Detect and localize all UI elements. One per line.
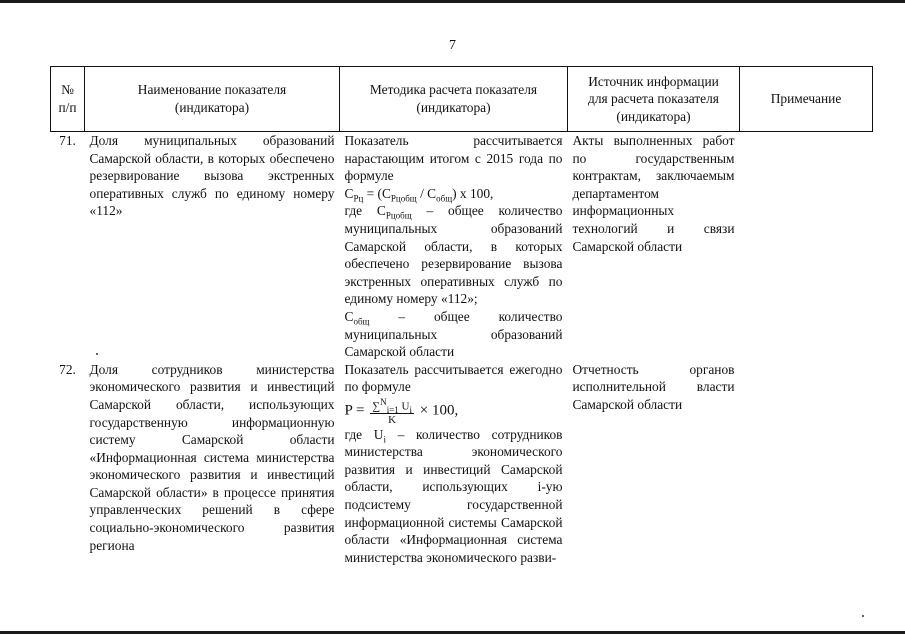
header-name-line-1: Наименование показателя bbox=[137, 82, 287, 98]
indicator-name: Доля муниципальных образований Самарской области, в которых обеспечено резервирование вызова экстренных оперативных служб по единому номеру «112» bbox=[89, 133, 335, 219]
header-note: Примечание bbox=[740, 67, 873, 132]
note-cell bbox=[740, 361, 873, 567]
row-number: 71. bbox=[59, 133, 76, 148]
header-num-line-2: п/п bbox=[58, 100, 77, 115]
top-border-line bbox=[0, 0, 905, 3]
method-definition: где $U_i$ – количество сотрудников министерства экономического развития и инвестиций Самарской области, использующих i-ую подсистему государственной информационной системы Самарской области «Информационная система министерства экономического разви- bbox=[344, 426, 563, 565]
header-name bbox=[85, 67, 340, 132]
row-number: 72. bbox=[59, 361, 76, 377]
method-formula: P = $\frac{\sum^N_{i=1} U_i}{K}$ × 100, bbox=[344, 396, 459, 426]
header-num bbox=[51, 67, 85, 132]
table-row bbox=[51, 132, 873, 361]
method-intro: Показатель рассчитывается ежегодно по формуле bbox=[344, 361, 563, 395]
page-number: 7 bbox=[449, 38, 456, 53]
indicators-table bbox=[50, 66, 873, 566]
indicator-name: Доля сотрудников министерства экономического развития и инвестиций Самарской области, использующих государственную информационную систему Самарской области «Информационная система министерства экономического развития и инвестиций Самарской области» в процессе принятия управленческих решений в сфере социально-экономического развития региона bbox=[89, 361, 335, 553]
header-name-line-2: (индикатора) bbox=[174, 100, 250, 115]
information-source: Акты выполненных работ по государственным контрактам, заключаемым департаментом информационных технологий и связи Самарской области bbox=[572, 133, 735, 254]
header-source-line-1: Источник информации bbox=[588, 73, 719, 89]
header-source-line-3: (индикатора) bbox=[616, 108, 691, 124]
header-source bbox=[568, 67, 740, 132]
method-formula: $С_{Рц} = (С_{Рцобщ} / С_{общ})$ х 100, bbox=[344, 185, 494, 204]
bottom-border-line bbox=[0, 631, 905, 634]
calculation-method bbox=[340, 361, 568, 567]
table-header-row bbox=[51, 67, 873, 132]
header-method bbox=[340, 67, 568, 132]
information-source: Отчетность органов исполнительной власти Самарской области bbox=[572, 361, 735, 412]
header-num-line-1: № bbox=[61, 82, 74, 98]
method-definition: $С_{общ}$ – общее количество муниципальных образований Самарской области bbox=[344, 308, 563, 360]
header-method-line-1: Методика расчета показателя bbox=[369, 82, 538, 98]
header-method-line-2: (индикатора) bbox=[416, 100, 491, 115]
note-cell bbox=[740, 132, 873, 361]
method-intro: Показатель рассчитывается нарастающим итогом с 2015 года по формуле bbox=[344, 133, 563, 184]
table-row bbox=[51, 361, 873, 567]
method-definition: где $С_{Рцобщ}$ – общее количество муниципальных образований Самарской области, в которых обеспечено резервирование вызова экстренных оперативных служб по единому номеру «112»; bbox=[344, 203, 563, 307]
scan-speck bbox=[862, 615, 864, 617]
calculation-method bbox=[340, 132, 568, 361]
header-source-line-2: для расчета показателя bbox=[588, 91, 719, 107]
scan-speck bbox=[96, 353, 98, 355]
